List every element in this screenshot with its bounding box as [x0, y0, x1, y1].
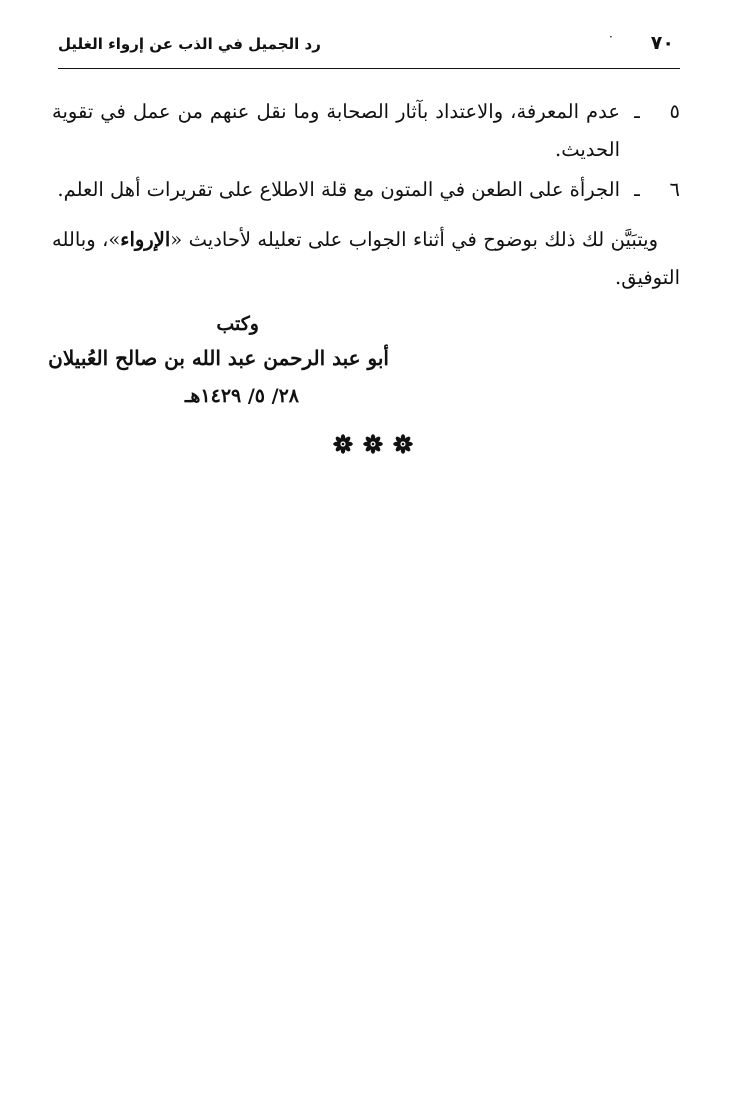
author-name: أبو عبد الرحمن عبد الله بن صالح العُبيلان: [48, 346, 389, 370]
closing-paragraph: [52, 221, 680, 297]
flower-star-icon: [333, 434, 353, 454]
item-text: عدم المعرفة، والاعتداد بآثار الصحابة وما نقل عنهم من عمل في تقوية الحديث.: [52, 100, 620, 161]
flower-star-icon: [393, 434, 413, 454]
page-number: ٧٠: [650, 32, 674, 54]
list-item: [52, 171, 680, 209]
closing-text-before: ويتبَيَّن لك ذلك بوضوح في أثناء الجواب على تعليله لأحاديث «: [170, 228, 658, 251]
running-header: [44, 30, 680, 62]
header-rule: [58, 68, 680, 69]
signature-date: ٢٨/ ٥/ ١٤٢٩هـ: [184, 385, 299, 407]
book-title: الإرواء: [120, 228, 171, 251]
section-ornament: [333, 434, 413, 454]
list-item: [52, 93, 680, 169]
closing-text-after: »، وبالله التوفيق.: [52, 228, 680, 289]
running-title: رد الجميل في الذب عن إرواء الغليل: [58, 35, 321, 53]
body-text: [52, 93, 680, 297]
item-number: ٦: [669, 178, 680, 201]
item-number: ٥: [669, 100, 680, 123]
item-text: الجرأة على الطعن في المتون مع قلة الاطلاع على تقريرات أهل العلم.: [57, 178, 620, 201]
header-dot: ·: [609, 30, 613, 44]
item-dash: ـ: [634, 100, 640, 123]
signature-wrote: وكتب: [216, 313, 259, 335]
item-dash: ـ: [634, 178, 640, 201]
flower-star-icon: [363, 434, 383, 454]
